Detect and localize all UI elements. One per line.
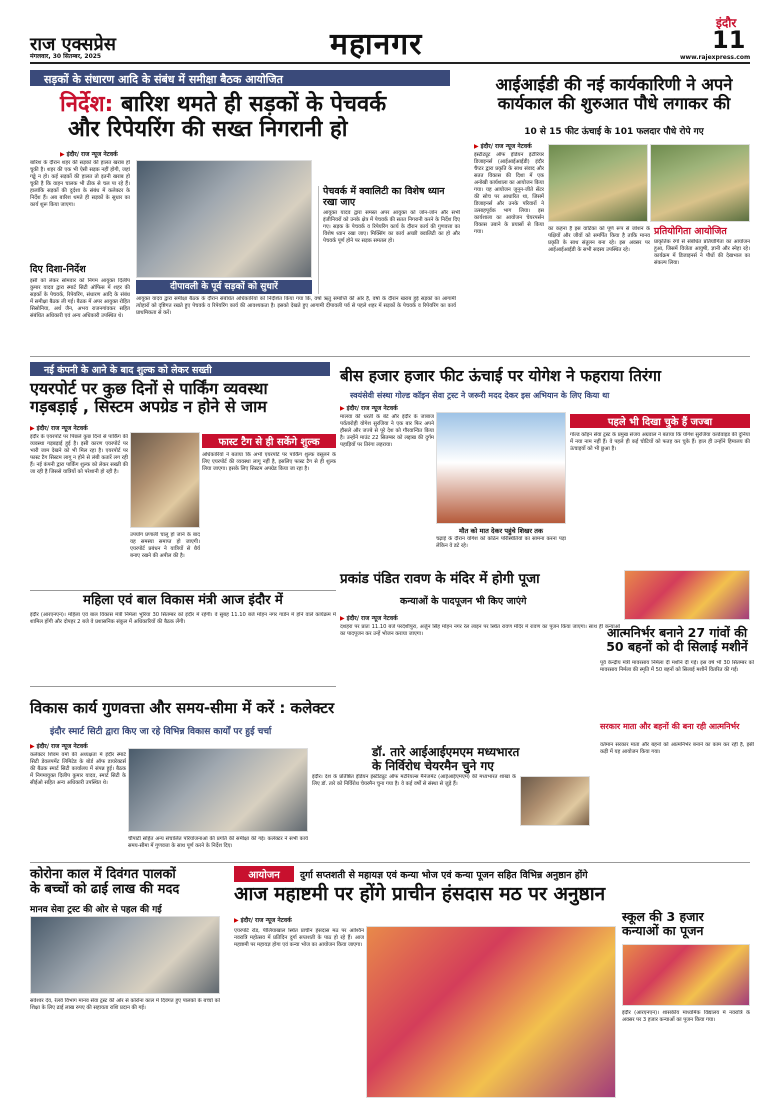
box-quality [318,186,460,294]
box-competition [654,226,750,350]
photo-school [622,944,750,1006]
section-title: महानगर [330,27,423,62]
photo-plantation-1 [548,144,648,222]
headline-school: स्कूल की 3 हजार कन्याओं का पूजन [622,909,704,939]
brand-name: राज एक्सप्रेस [30,34,116,55]
kicker-roads: सड़कों के संधारण आदि के संबंध में समीक्षा बैठक आयोजित [30,70,450,86]
redbox-fasttag-head: फास्ट टैग से ही सकेंगे शुल्क [202,434,336,448]
photo-plantation-2 [650,144,750,222]
photo-meeting [136,160,312,278]
headline-minister: महिला एवं बाल विकास मंत्री आज इंदौर में [83,593,283,608]
box-quality-text: आयुक्त यादव द्वारा समस्त अपर आयुक्त को जोन-जोन और सभी इंजीनियरों को उनके क्षेत्र में पेचवर्क की सतत निगरानी करने के निर्देश दिए गए। सड़क के पेचवर्क व रिपेयरिंग कार्य के दौरान कार्य की गुणवत्ता का विशेष ध्यान रखा जाए। मिक्सिंग का कार्य अच्छी क्वालिटी का हो और पेचवर्क पूर्ण होने पर सड़क समतल हो। [323,210,460,244]
redbox-fasttag-text: अधिकारियों ने बताया कि अभी एयरपोर्ट पर पार्किंग शुल्क वसूलने के लिए एयरपोर्ट की व्यवस्था लागू नहीं है, इसलिए फास्ट टैग से ही शुल्क लिया जाएगा। इसके लिए सिस्टम अपग्रेड किया जा रहा है। [202,452,336,472]
box-sewing-head: सरकार माता और बहनों की बना रही आत्मनिर्भर [600,722,740,731]
masthead-rule [30,62,750,64]
photo-tare [520,776,590,826]
photo-caption-yogesh: मौत को मात देकर पहुंचे शिखर तक [459,527,543,535]
headline-red-word: निर्देश: [60,92,114,117]
headline-roads [60,92,460,143]
text-airport-2: उपयोग प्रणाली चालू हो जाने के बाद यह समस्या समाप्त हो जाएगी। एयरपोर्ट प्रबंधन ने यात्रियों से धैर्य बनाए रखने की अपील की है। [130,532,200,559]
text-ravan: दशहरा पर प्रातः 11.10 बजे परदेशीपुरा, अर्जुन सिंह मोहन नगर रेल लाइन पर स्थित रावण मंदिर में रावण का पूजन किया जाएगा। साथ ही कन्याओं का पादपूजन कर उन्हें भोजन कराया जाएगा। [340,624,620,637]
headline-line1: बारिश थमते ही सड़कों के पेचवर्क [121,92,387,117]
box-quality-head: पेचवर्क में क्वालिटी का विशेष ध्यान रखा जाए [323,186,445,208]
text-iiid-2: का कहना है इस वाटिका को पूर्ण रूप से जोशन के पक्षियों और जीवों को समर्पित किया है ताकि मानव प्रकृति के साथ संतुलन बना रहे। इस अवसर पर आईआईआईडी के सभी सदस्य उपस्थित रहे। [548,226,650,253]
issue-date: मंगलवार, 30 सितम्बर, 2025 [30,53,102,60]
photo-corona [30,916,220,994]
text-minister: इंदौर (आरएनएन)। महिला एवं बाल विकास मंत्री निर्मला भूरिया 30 सितम्बर को इंदौर में रहेंगी। वे सुबह 11.10 बजे मोहन नगर गार्डन में होने वाले कार्यक्रम में शामिल होंगी और दोपहर 2 बजे वे प्रशासनिक संकुल में अधिकारियों की बैठक लेंगी। [30,612,336,625]
text-yogesh: मालवा की धरती के बेटे और इंदौर के जाबाज पर्वतारोही योगेश सुरजिया ने एक बार फिर अपने हौसले और जज्बे से पूरे देश को गौरवान्वित किया है। उन्होंने माउंट 22 सितम्बर को लद्दाख की दुर्गम पहाड़ियों पर तिरंगा लहराया। [340,414,434,448]
photo-collector [128,748,308,832]
byline-iiid: ▶ इंदौर/ राज न्यूज नेटवर्क [474,143,532,150]
kicker-durga: दुर्गा सप्तशती से महायज्ञ एवं कन्या भोज एवं कन्या पूजन सहित विभिन्न अनुष्ठान होंगे [300,870,588,881]
sub-iiid: 10 से 15 फीट ऊंचाई के 101 फलदार पौधे रोपे गए [524,127,704,137]
text-tare: इंदौर। देश के प्रतिष्ठित इंडियन इंस्टीट्यूट ऑफ मटेरियल्स मैनेजमेंट (आईआईएमएम) की मध्यभारत शाखा के लिए डॉ. तारे को निर्विरोध चेयरमैन चुना गया है। वे कई वर्षों से संस्था से जुड़े हैं। [312,774,516,787]
headline-line2: और रिपेयरिंग की सख्त निगरानी हो [68,117,348,143]
byline-roads: ▶ इंदौर/ राज न्यूज नेटवर्क [60,151,118,158]
sub-corona: मानव सेवा ट्रस्ट की ओर से पहल की गई [30,905,162,915]
photo-yogesh [436,412,566,524]
rule-s4 [30,590,336,591]
box-competition-text: प्राकृतिक रंगों से संबंधित प्रतियोगिता का आयोजन हुआ, जिसमें विजेता आयुषी, ज्ञानी और स्नेहा रहे। कार्यक्रम में डिजाइनर्स ने पौधों की देखभाल का संकल्प लिया। [654,239,750,266]
text-school: इंदौर (आरएनएन)। शासकीय माध्यमिक विद्यालय में नवरात्रि के अवसर पर 3 हजार कन्याओं का पूजन किया गया। [622,1010,750,1023]
sub-ravan: कन्याओं के पादपूजन भी किए जाएंगे [400,596,527,607]
caption-text-yogesh: चढ़ाई के दौरान योगेश को कठिन परिस्थितियों का सामना करना पड़ा लेकिन वे डटे रहे। [436,536,566,549]
box-sewing-text: वर्तमान सरकार माता और बहनों को आत्मनिर्भर बनाने का काम कर रही है, इसी कड़ी में यह आयोजन किया गया। [600,742,754,755]
city-name: इंदौर [716,16,737,30]
box-yogesh-text: गोल्ड कॉइन सेवा ट्रस्ट के प्रमुख संजय अग्रवाल ने बताया कि योगेश सुरजिया वर्ल्डवाइड की दुनिया में नया नाम नहीं हैं। वे पहले ही कई चोटियों को फतह कर चुके हैं। हाल ही उन्होंने हिमालय की ऊंचाइयों को भी छुआ है। [570,432,750,452]
kicker-airport: नई कंपनी के आने के बाद शुल्क को लेकर सख्ती [30,362,330,376]
headline-collector: विकास कार्य गुणवत्ता और समय-सीमा में करें : कलेक्टर [30,699,335,717]
text-roads-col1b: इसी को लेकर सोमवार को निगम आयुक्त दिलीप कुमार यादव द्वारा स्मार्ट सिटी ऑफिस में शहर की सड़कों के पेचवर्क, रिपेयरिंग, संधारण आदि के संबंध में समीक्षा बैठक ली गई। बैठक में अपर आयुक्त रोहित सिसोनिया, अर्थ जैन, अभय राजनगांवकर सहित संबंधित अधिकारी एवं अन्य अधिकारी उपस्थित थे। [30,278,130,319]
headline-yogesh: बीस हजार हजार फीट ऊंचाई पर योगेश ने फहराया तिरंगा [340,367,661,385]
headline-sewing: आत्मनिर्भर बनाने 27 गांवों की 50 बहनों को दी सिलाई मशीनें [606,625,748,655]
photo-caption-roads: दीपावली के पूर्व सड़कों को सुधारें [136,280,312,294]
text-collector: कलेक्टर शिवम वर्मा की अध्यक्षता में इंदौर स्मार्ट सिटी डेवलपमेंट लिमिटेड के बोर्ड ऑफ डायरेक्टर्स की बैठक स्मार्ट सिटी कार्यालय में संपन्न हुई। बैठक में निगमायुक्त दिलीप कुमार यादव, स्मार्ट सिटी के सीईओ सहित अन्य अधिकारी उपस्थित थे। [30,752,126,786]
page-number: 11 [712,26,746,54]
headline-iiid: आईआईडी की नई कार्यकारिणी ने अपने कार्यकाल की शुरुआत पौधे लगाकर की [495,75,733,113]
text-iiid: इंस्टीट्यूट ऑफ इंडियन इंटीरियर डिजाइनर्स (आईआईआईडी) इंदौर चैप्टर द्वारा प्रकृति के साथ संवाद और सतत विकास की दिशा में एक अनोखी कार्यशाला का आयोजन किया गया। यह आयोजन जुनून-जीते सेंटर की सोच पर आधारित था, जिसमें डिजाइनर्स और उनके परिवारों ने उत्साहपूर्वक भाग लिया। इस कार्यशाला का आयोजन चेयरपर्सन विकास उबाने के प्रयासों से किया गया। [474,152,544,235]
headline-hansdas: आज महाष्टमी पर होंगे प्राचीन हंसदास मठ पर अनुष्ठान [234,883,606,905]
tag-aayojan: आयोजन [234,866,294,882]
byline-hansdas: ▶ इंदौर/ राज न्यूज नेटवर्क [234,917,292,924]
sub-collector: इंदौर स्मार्ट सिटी द्वारा किए जा रहे विभिन्न विकास कार्यों पर हुई चर्चा [50,727,272,737]
byline-yogesh: ▶ इंदौर/ राज न्यूज नेटवर्क [340,405,398,412]
headline-tare: डॉ. तारे आईआईएमएम मध्यभारत के निर्विरोध चेयरमैन चुने गए [372,745,520,773]
sub-yogesh: स्वयंसेवी संस्था गोल्ड कॉइन सेवा ट्रस्ट ने जरूरी मदद देकर इस अभियान के लिए किया था [350,391,610,400]
byline-airport: ▶ इंदौर/ राज न्यूज नेटवर्क [30,425,88,432]
text-roads-col1: बारिश के दौरान शहर की सड़कों की हालत खराब हो चुकी है। शहर की एक भी ऐसी सड़क नहीं होगी, जहां गड्ढे न हो। कई सड़कों की हालत तो इतनी खराब हो चुकी है कि वाहन चालक भी ठीक से चल पा रहे हैं। हालांकि सड़कों की दुर्दशा के संबंध में कलेक्टर के निर्देश हैं। अब बारिश थमते ही सड़कों के सुधार का कार्य शुरू किया जाएगा। [30,160,130,208]
subhead-roads: दिए दिशा-निर्देश [30,264,86,275]
byline-collector: ▶ इंदौर/ राज न्यूज नेटवर्क [30,743,88,750]
photo-hansdas [366,926,616,1098]
headline-corona: कोरोना काल में दिवंगत पालकों के बच्चों को ढाई लाख की मदद [30,867,180,897]
text-hansdas: एयरपोर्ट रोड, पीलियाखाल स्थित प्राचीन हंसदास मठ पर आश्विन नवरात्रि महोत्सव में प्रतिदिन दुर्गा सप्तशती के पाठ हो रहे हैं। आज महाष्टमी पर महायज्ञ होगा एवं कन्या भोज का आयोजन किया जाएगा। [234,928,364,948]
row-rule-3 [30,862,750,863]
text-sewing: पूर्व केन्द्रीय मंत्री मावरसाय निर्मला दी मशीनें दी गईं। इस वर्ष भी 30 सितम्बर को मावरसाय निर्मला की स्मृति में 50 बहनों को सिलाई मशीनें वितरित की गईं। [600,660,754,673]
text-collector-2: चौपाटी सहित अन्य संचालित परियोजनाओं की प्रगति की समीक्षा की गई। कलेक्टर ने सभी कार्य समय-सीमा में गुणवत्ता के साथ पूर्ण करने के निर्देश दिए। [128,836,308,849]
box-competition-head: प्रतियोगिता आयोजित [654,226,727,237]
site-url[interactable]: www.rajexpress.com [680,54,751,61]
byline-ravan: ▶ इंदौर/ राज न्यूज नेटवर्क [340,615,398,622]
row-rule-2 [30,686,336,687]
headline-airport: एयरपोर्ट पर कुछ दिनों से पार्किंग व्यवस्था गड़बड़ाई , सिस्टम अपग्रेड न होने से जाम [30,379,268,417]
photo-airport [130,432,200,528]
box-yogesh-head: पहले भी दिखा चुके हैं जज्बा [570,414,750,428]
caption-text-roads: आयुक्त यादव द्वारा समीक्षा बैठक के दौरान संबंधित अधिकारियों को निर्देशित किया गया कि, वर्षा ऋतु समाप्ति की ओर है, वर्षा के दौरान खराब हुई सड़कों का आगामी त्योहारों को दृष्टिगत रखते हुए पेचवर्क व रिपेयरिंग कार्य की आवश्यकता है। इसको देखते हुए आगामी दीपावली पर्व से पहले शहर में सड़कों के पेचवर्क व रिपेयरिंग का कार्य प्राथमिकता से करें। [136,296,456,316]
row-rule-1 [30,356,750,357]
text-airport: इंदौर के एयरपोर्ट पर पिछले कुछ दिनों से पार्किंग की व्यवस्था गड़बड़ाई हुई है। इसी कारण एयरपोर्ट पर भारी जाम देखने को भी मिल रहा है। एयरपोर्ट पर फास्ट टैग सिस्टम लागू न होने से लंबी कतारें लग रही हैं। नई कंपनी द्वारा पार्किंग शुल्क को लेकर सख्ती की जा रही है जिससे यात्रियों को परेशानी हो रही है। [30,434,128,475]
photo-sewing [624,570,750,620]
text-corona: सर्वेश्वर देव, रेलवे विभाग मानव सेवा ट्रस्ट की ओर से कोरोना काल में दिवंगत हुए पालकों के बच्चों को शिक्षा के लिए ढाई लाख रुपए की सहायता राशि प्रदान की गई। [30,998,220,1011]
masthead [0,0,778,62]
headline-ravan: प्रकांड पंडित रावण के मंदिर में होगी पूजा [340,571,540,587]
